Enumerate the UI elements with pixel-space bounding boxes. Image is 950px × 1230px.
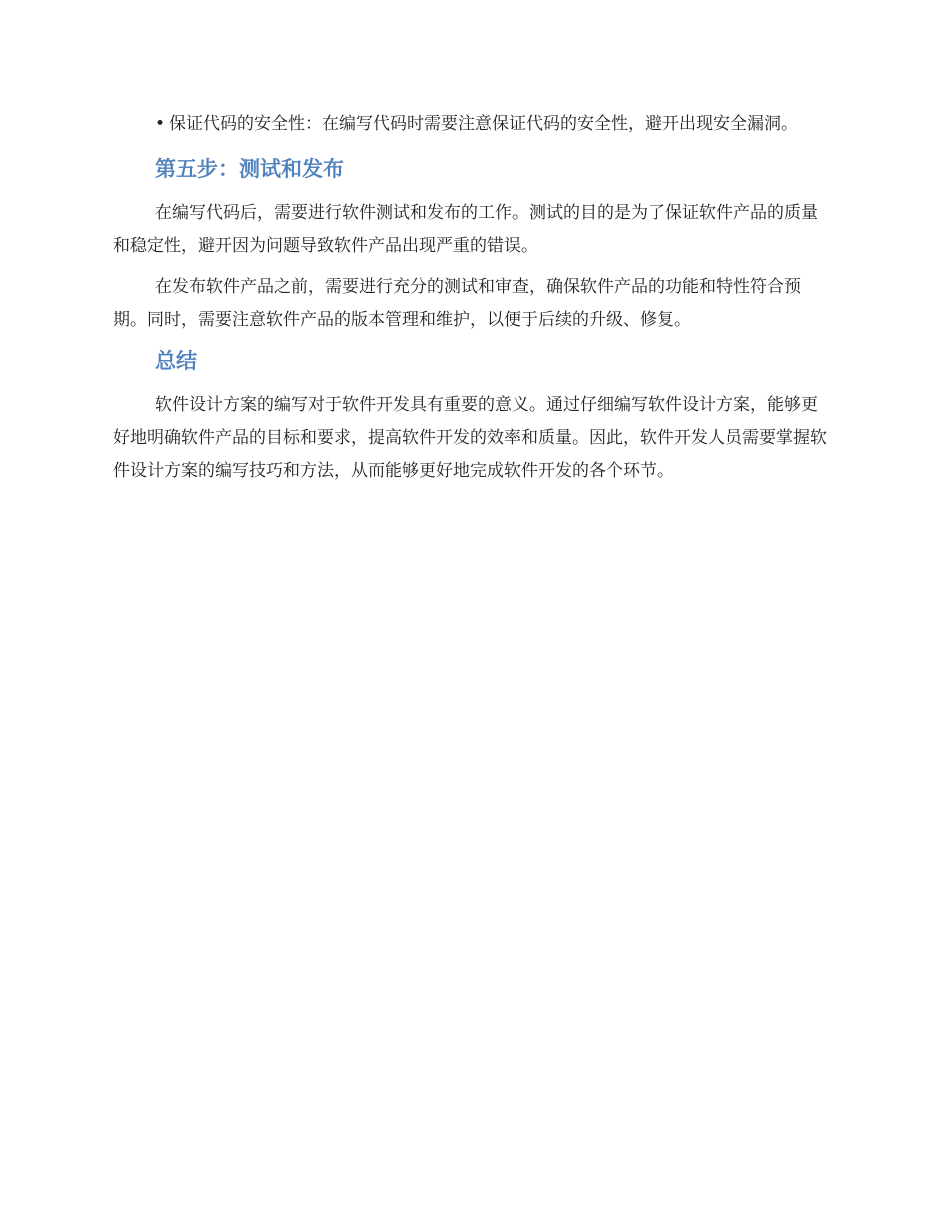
bullet-item-text: 保证代码的安全性：在编写代码时需要注意保证代码的安全性，避开出现安全漏洞。 bbox=[169, 114, 799, 134]
section-heading-step5: 第五步：测试和发布 bbox=[155, 157, 344, 181]
bullet-item-code-security bbox=[113, 108, 833, 141]
step5-paragraph-2: 在发布软件产品之前，需要进行充分的测试和审查，确保软件产品的功能和特性符合预期。同时，需要注意软件产品的版本管理和维护，以便于后续的升级、修复。 bbox=[113, 277, 801, 330]
summary-paragraph: 软件设计方案的编写对于软件开发具有重要的意义。通过仔细编写软件设计方案，能够更好地明确软件产品的目标和要求，提高软件开发的效率和质量。因此，软件开发人员需要掌握软件设计方案的编写技巧和方法，从而能够更好地完成软件开发的各个环节。 bbox=[113, 395, 827, 481]
section-heading-summary: 总结 bbox=[155, 349, 197, 373]
step5-paragraph-1: 在编写代码后，需要进行软件测试和发布的工作。测试的目的是为了保证软件产品的质量和稳定性，避开因为问题导致软件产品出现严重的错误。 bbox=[113, 203, 818, 256]
document-page bbox=[113, 108, 833, 496]
bullet-symbol: • bbox=[155, 114, 166, 134]
